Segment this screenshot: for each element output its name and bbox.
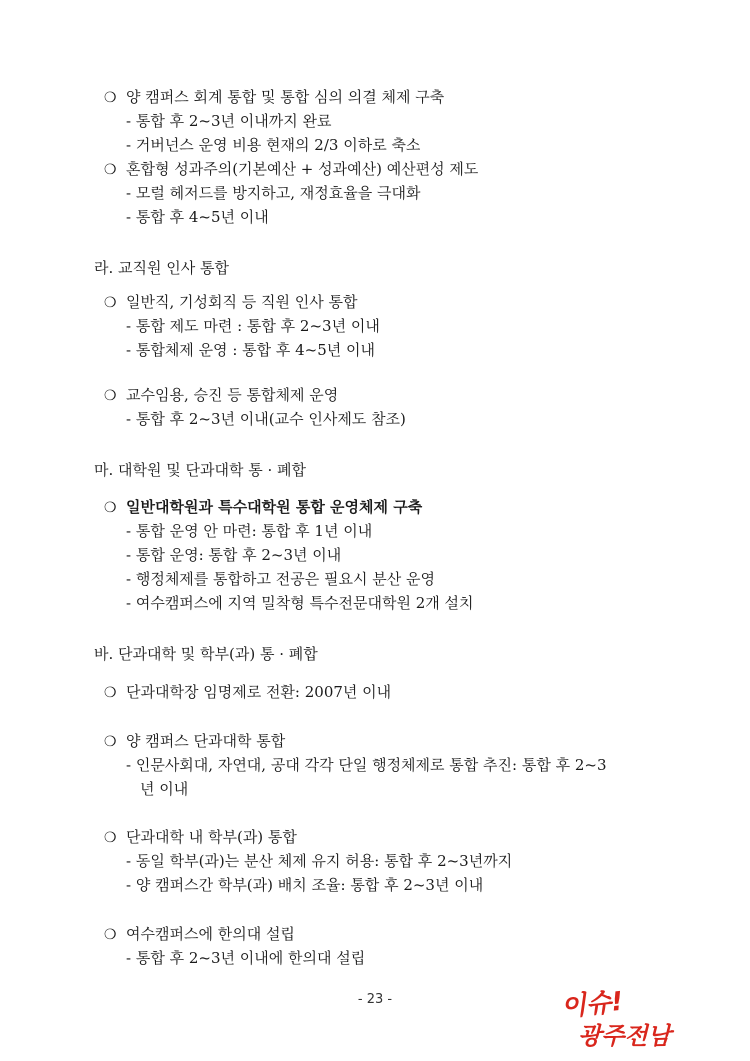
line-18: - 여수캠퍼스에 지역 밀착형 특수전문대학원 2개 설치 [126,594,474,612]
issue-gwangju-jeonnam-logo [560,986,710,1052]
line-10: - 통합체제 운영 : 통합 후 4~5년 이내 [126,341,376,359]
circle-bullet-icon: ❍ [104,388,117,404]
logo-text-region: 광주전남 [578,1022,671,1050]
page-number: - 23 - [357,992,393,1007]
line-26: - 양 캠퍼스간 학부(과) 배치 조율: 통합 후 2~3년 이내 [126,876,484,894]
line-9: - 통합 제도 마련 : 통합 후 2~3년 이내 [126,317,380,335]
logo-text-issue: 이슈! [560,986,625,1023]
section-heading-ma: 마. 대학원 및 단과대학 통 · 폐합 [94,461,307,479]
circle-bullet-icon: ❍ [104,162,117,178]
line-15: - 통합 운영 안 마련: 통합 후 1년 이내 [126,522,373,540]
circle-bullet-icon: ❍ [104,500,117,516]
line-4: ❍ 혼합형 성과주의(기본예산 + 성과예산) 예산편성 제도 [104,160,479,178]
line-25: - 동일 학부(과)는 분산 체제 유지 허용: 통합 후 2~3년까지 [126,852,513,870]
line-17: - 행정체제를 통합하고 전공은 필요시 분산 운영 [126,570,435,588]
line-14: ❍ 일반대학원과 특수대학원 통합 운영체제 구축 [104,498,423,516]
line-6: - 통합 후 4~5년 이내 [126,208,269,226]
line-12: - 통합 후 2~3년 이내(교수 인사제도 참조) [126,410,406,428]
circle-bullet-icon: ❍ [104,927,117,943]
line-1: ❍ 양 캠퍼스 회계 통합 및 통합 심의 의결 체제 구축 [104,88,445,106]
section-heading-ba: 바. 단과대학 및 학부(과) 통 · 폐합 [94,645,318,663]
line-3: - 거버넌스 운영 비용 현재의 2/3 이하로 축소 [126,136,421,154]
line-21: ❍ 양 캠퍼스 단과대학 통합 [104,732,286,750]
line-24: ❍ 단과대학 내 학부(과) 통합 [104,828,297,846]
line-16: - 통합 운영: 통합 후 2~3년 이내 [126,546,342,564]
section-heading-ra: 라. 교직원 인사 통합 [94,259,229,277]
circle-bullet-icon: ❍ [104,90,117,106]
line-2: - 통합 후 2~3년 이내까지 완료 [126,112,332,130]
circle-bullet-icon: ❍ [104,295,117,311]
line-8: ❍ 일반직, 기성회직 등 직원 인사 통합 [104,293,358,311]
circle-bullet-icon: ❍ [104,734,117,750]
line-23: 년 이내 [140,780,189,798]
line-22: - 인문사회대, 자연대, 공대 각각 단일 행정체제로 통합 추진: 통합 후 2~3 [126,756,607,774]
line-11: ❍ 교수임용, 승진 등 통합체제 운영 [104,386,339,404]
circle-bullet-icon: ❍ [104,685,117,701]
circle-bullet-icon: ❍ [104,830,117,846]
line-20: ❍ 단과대학장 임명제로 전환: 2007년 이내 [104,683,392,701]
line-27: ❍ 여수캠퍼스에 한의대 설립 [104,925,295,943]
line-28: - 통합 후 2~3년 이내에 한의대 설립 [126,949,366,967]
line-5: - 모럴 헤저드를 방지하고, 재정효율을 극대화 [126,184,421,202]
